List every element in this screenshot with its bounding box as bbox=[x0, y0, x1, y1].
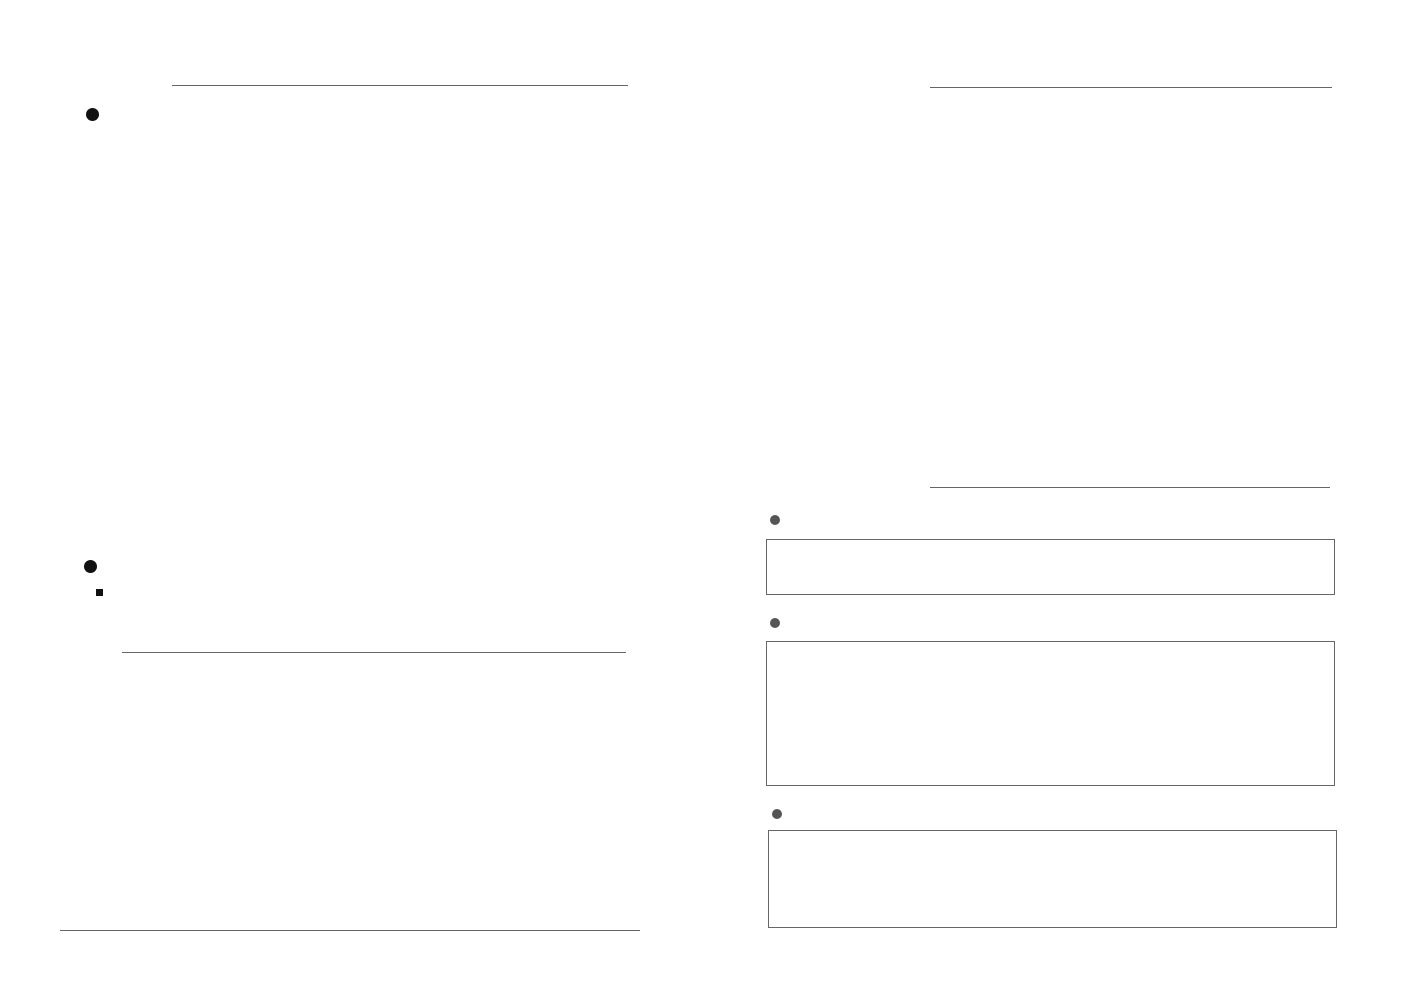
title-rule bbox=[122, 652, 626, 653]
bullet-icon bbox=[84, 560, 97, 573]
title-rule bbox=[172, 85, 628, 86]
sunday-route-table bbox=[766, 641, 1335, 786]
wed-route-table bbox=[768, 830, 1337, 928]
title-rule bbox=[930, 87, 1332, 88]
dawn-route-table bbox=[766, 539, 1335, 595]
sunday-route-heading bbox=[770, 613, 787, 632]
bullet-icon bbox=[772, 809, 782, 819]
dawn-prayer bbox=[84, 556, 113, 604]
afternoon-service-heading bbox=[86, 104, 109, 125]
wed-route-heading bbox=[772, 804, 789, 823]
offering-section-title bbox=[766, 70, 770, 98]
bullet-icon bbox=[770, 618, 780, 628]
square-bullet-icon bbox=[96, 589, 103, 596]
bullet-icon bbox=[86, 108, 99, 121]
bullet-icon bbox=[770, 515, 780, 525]
dawn-route-heading bbox=[770, 510, 787, 529]
title-rule bbox=[930, 487, 1330, 488]
page-bottom-rule bbox=[60, 930, 640, 931]
